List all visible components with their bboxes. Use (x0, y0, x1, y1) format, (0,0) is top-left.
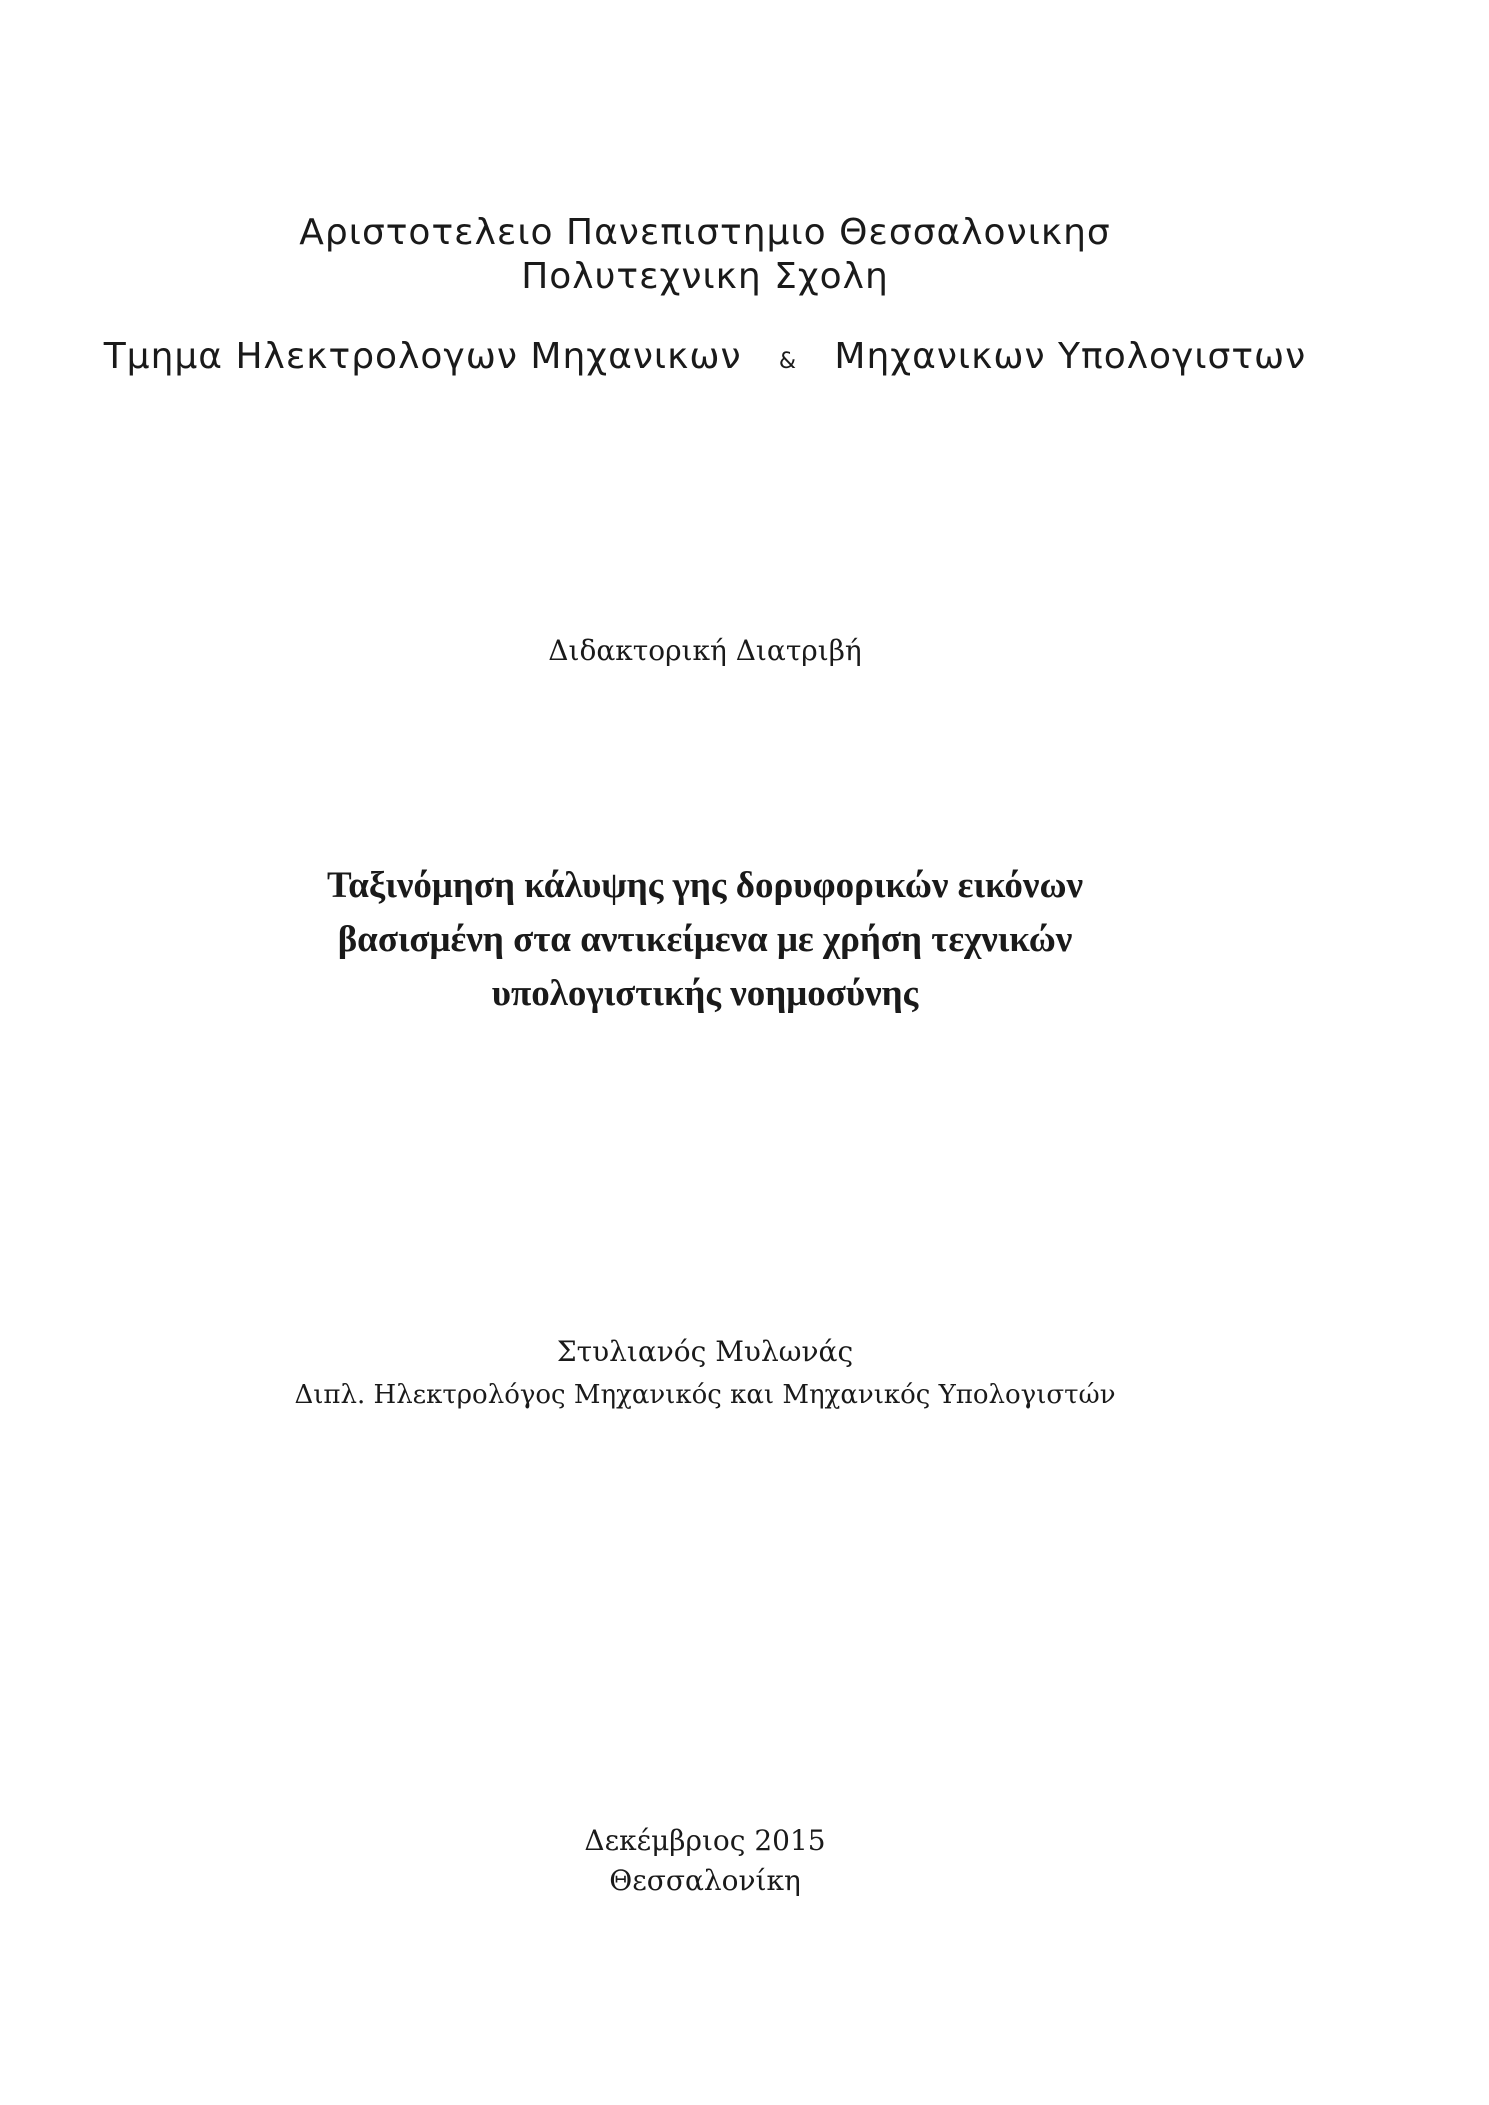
department-name-part1: Τμημα Ηλεκτρολογων Μηχανικων (103, 336, 742, 377)
department-ampersand: & (778, 349, 798, 374)
department-name-part2: Μηχανικων Υπολογιστων (834, 336, 1307, 377)
thesis-title-line-1: Ταξινόμηση κάλυψης γης δορυφορικών εικόνων (326, 865, 1084, 906)
department-name (0, 336, 1410, 377)
publication-date: Δεκέμβριος 2015 (584, 1824, 826, 1857)
author-name: Στυλιανός Μυλωνάς (556, 1335, 854, 1368)
university-name: Αριστοτελειο Πανεπιστημιο Θεσσαλονικησ (299, 212, 1111, 253)
thesis-title-line-3: υπολογιστικής νοημοσύνης (491, 973, 919, 1014)
author-degree: Διπλ. Ηλεκτρολόγος Μηχανικός και Μηχανικός Υπολογιστών (294, 1380, 1116, 1410)
thesis-title-line-2: βασισμένη στα αντικείμενα με χρήση τεχνικών (337, 919, 1073, 960)
document-type: Διδακτορική Διατριβή (548, 634, 862, 667)
publication-city: Θεσσαλονίκη (609, 1864, 801, 1897)
school-name: Πολυτεχνικη Σχολη (521, 256, 889, 297)
